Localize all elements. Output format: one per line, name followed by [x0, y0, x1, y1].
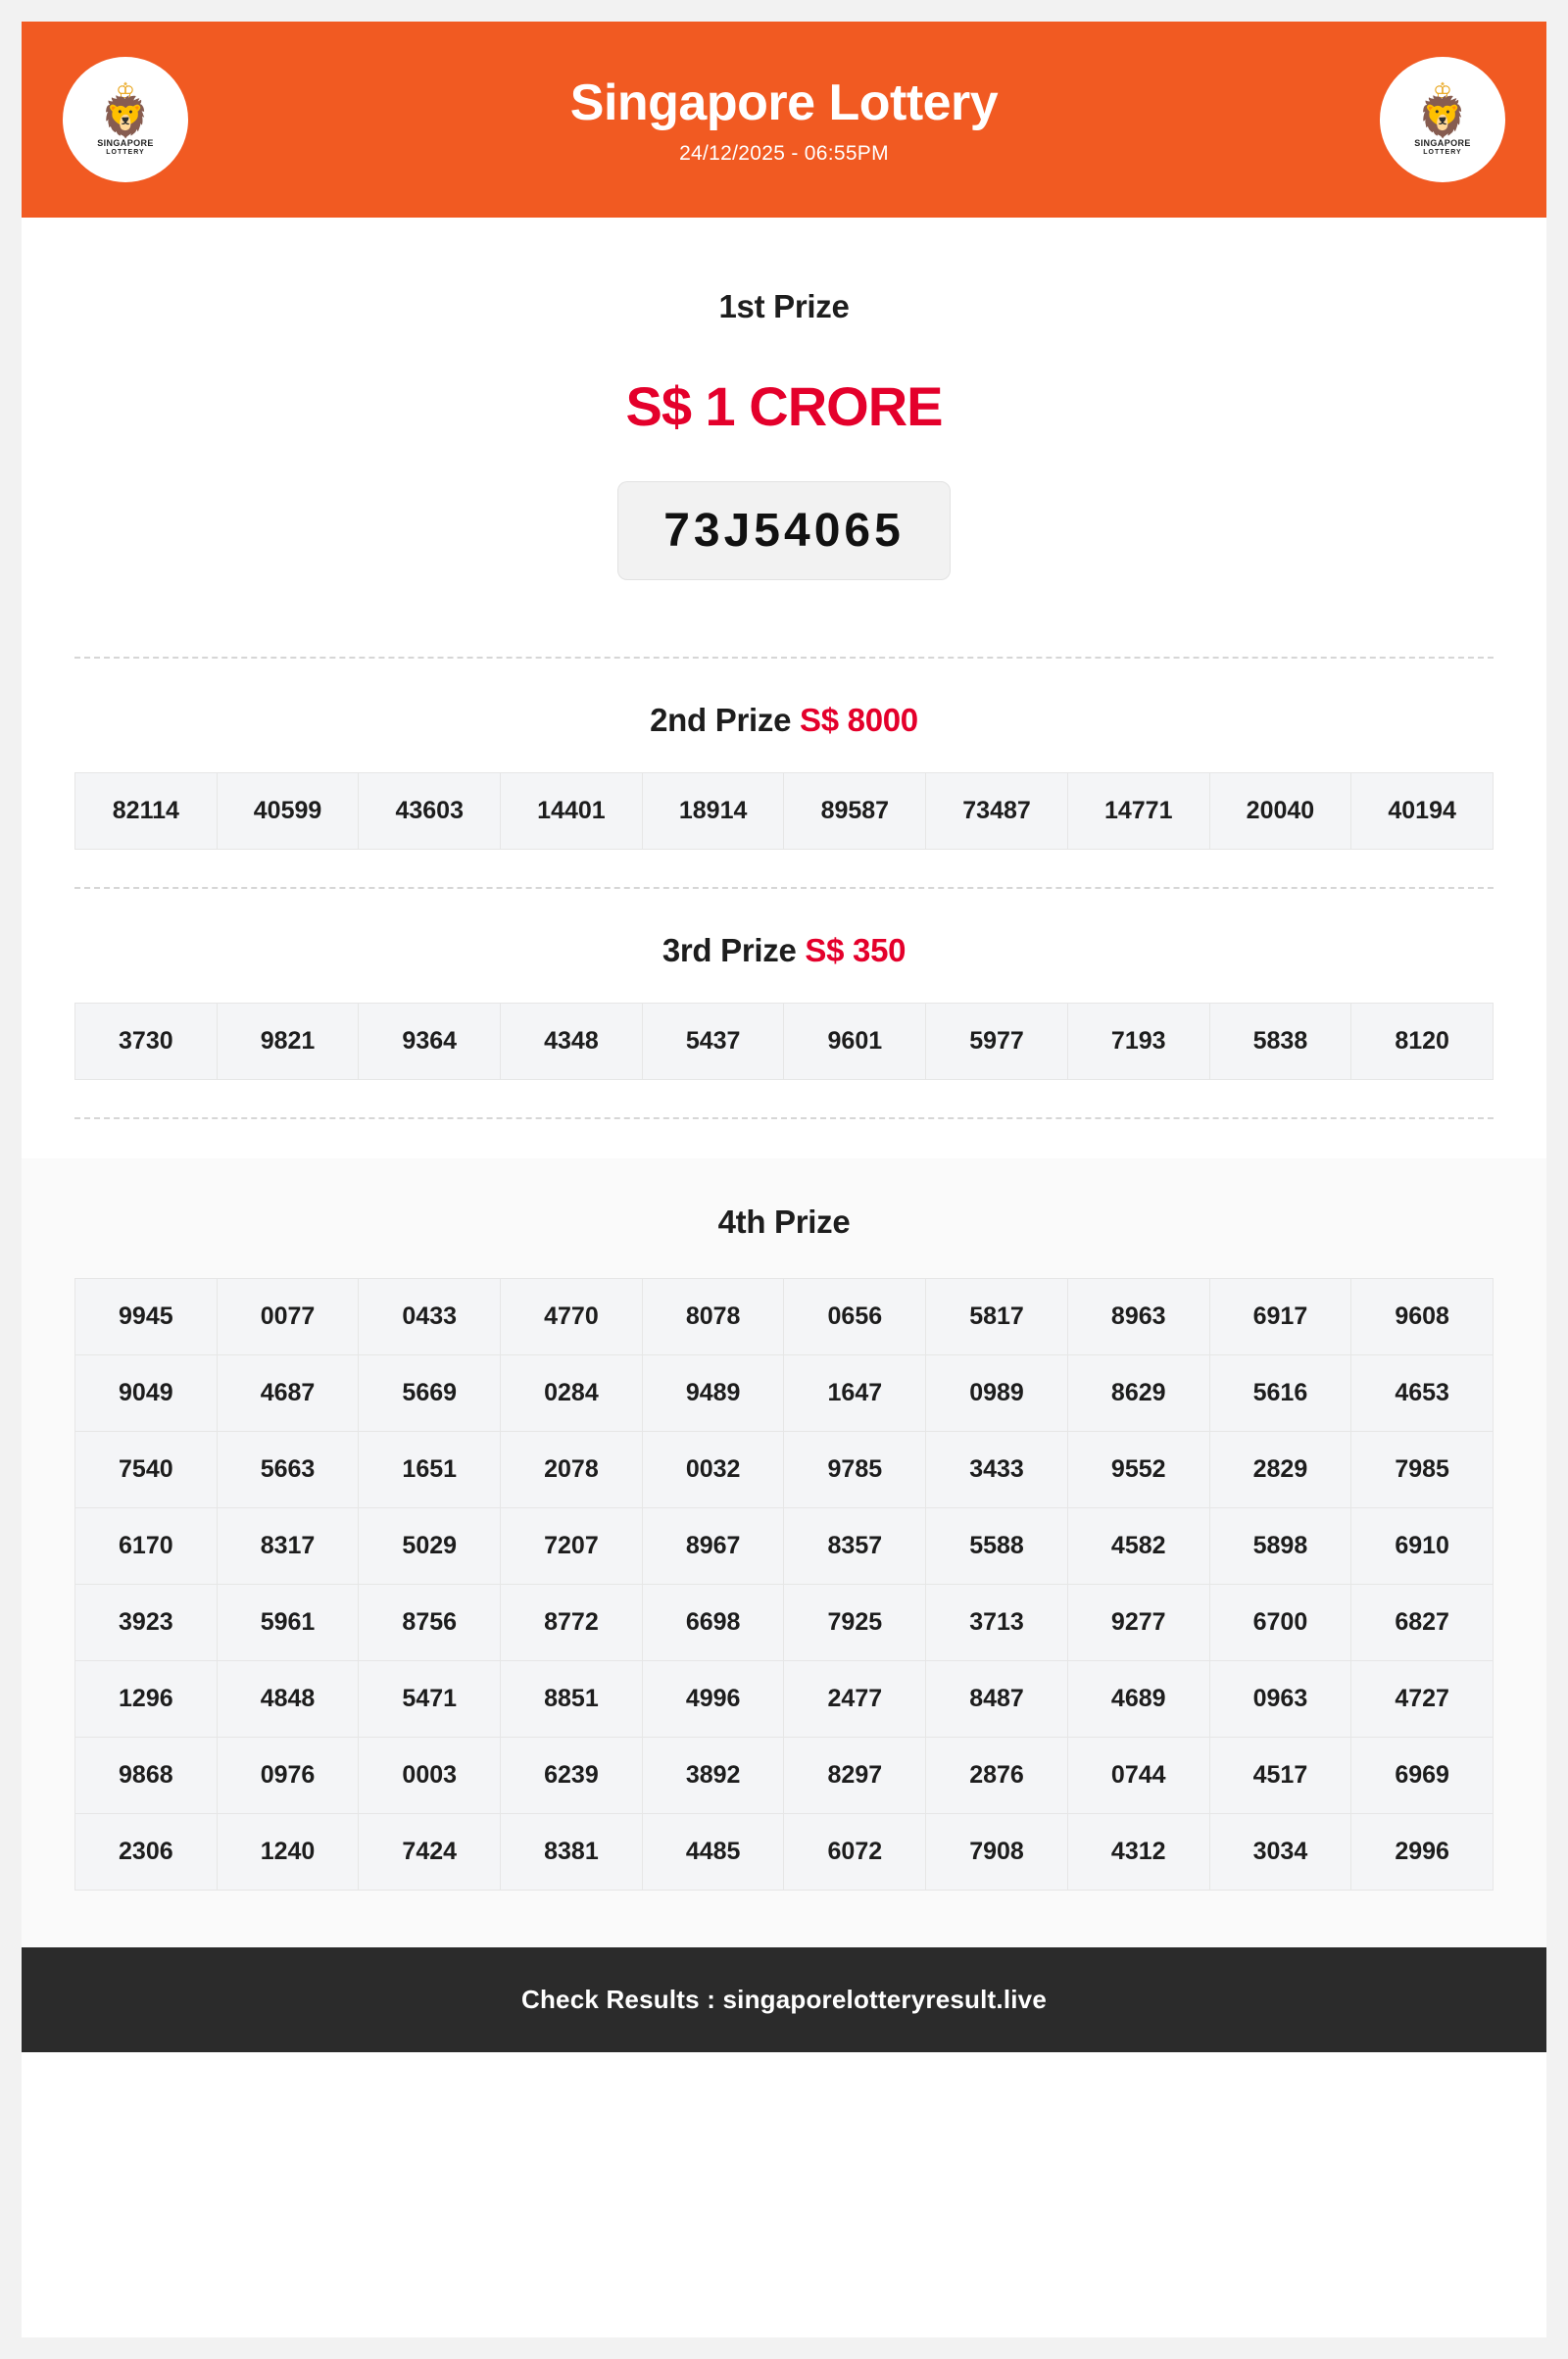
fourth-prize-title: 4th Prize: [717, 1204, 851, 1240]
fourth-prize-number: 7207: [501, 1508, 643, 1585]
fourth-prize-number: 9277: [1068, 1585, 1210, 1661]
fourth-prize-number: 9785: [784, 1432, 926, 1508]
fourth-prize-number: 4848: [218, 1661, 360, 1738]
fourth-prize-number: 8967: [643, 1508, 785, 1585]
result-body: [22, 218, 1546, 1947]
third-prize-title: [74, 932, 1494, 969]
fourth-prize-number: 4727: [1351, 1661, 1494, 1738]
lion-logo-right-icon: [1380, 57, 1505, 182]
third-prize-number: 9364: [359, 1004, 501, 1080]
fourth-prize-number: 7540: [75, 1432, 218, 1508]
fourth-prize-number: 5669: [359, 1355, 501, 1432]
fourth-prize-number: 5471: [359, 1661, 501, 1738]
third-prize-number: 9821: [218, 1004, 360, 1080]
lion-head-icon: 🦁: [101, 95, 150, 139]
fourth-prize-number: 4770: [501, 1279, 643, 1355]
second-prize-title: [74, 702, 1494, 739]
page-title: Singapore Lottery: [569, 74, 999, 131]
fourth-prize-number: 9608: [1351, 1279, 1494, 1355]
fourth-prize-number: 2829: [1210, 1432, 1352, 1508]
fourth-prize-number: 9552: [1068, 1432, 1210, 1508]
lion-head-icon: 🦁: [1418, 95, 1467, 139]
fourth-prize-number: 0976: [218, 1738, 360, 1814]
fourth-prize-number: 3892: [643, 1738, 785, 1814]
fourth-prize-number: 0989: [926, 1355, 1068, 1432]
fourth-prize-number: 6072: [784, 1814, 926, 1891]
section-first-prize: [22, 218, 1546, 619]
footer-label: Check Results :: [520, 1985, 723, 2014]
logo-right-text: [1414, 138, 1471, 158]
fourth-prize-number: 4582: [1068, 1508, 1210, 1585]
section-third-prize: [22, 889, 1546, 1080]
fourth-prize-number: 7925: [784, 1585, 926, 1661]
first-prize-number-wrap: [74, 481, 1494, 580]
fourth-prize-number: 8629: [1068, 1355, 1210, 1432]
fourth-prize-number: 6827: [1351, 1585, 1494, 1661]
third-prize-number: 5838: [1210, 1004, 1352, 1080]
fourth-prize-number: 2306: [75, 1814, 218, 1891]
fourth-prize-number: 6170: [75, 1508, 218, 1585]
fourth-prize-number: 7985: [1351, 1432, 1494, 1508]
fourth-prize-grid: [74, 1278, 1494, 1891]
second-prize-number: 14771: [1068, 773, 1210, 850]
section-second-prize: [22, 659, 1546, 850]
fourth-prize-number: 3034: [1210, 1814, 1352, 1891]
fourth-prize-number: 5898: [1210, 1508, 1352, 1585]
fourth-prize-number: 4312: [1068, 1814, 1210, 1891]
second-prize-number: 73487: [926, 773, 1068, 850]
fourth-prize-number: 8851: [501, 1661, 643, 1738]
fourth-prize-number: 4653: [1351, 1355, 1494, 1432]
third-prize-amount: S$ 350: [805, 932, 906, 968]
result-sheet: [22, 22, 1546, 2337]
fourth-prize-number: 6917: [1210, 1279, 1352, 1355]
second-prize-number: 18914: [643, 773, 785, 850]
third-prize-number: 5977: [926, 1004, 1068, 1080]
divider: [74, 1117, 1494, 1119]
second-prize-number: 20040: [1210, 773, 1352, 850]
second-prize-label: 2nd Prize: [650, 702, 801, 738]
page-footer: [22, 1947, 1546, 2052]
fourth-prize-number: 6910: [1351, 1508, 1494, 1585]
fourth-prize-number: 5616: [1210, 1355, 1352, 1432]
second-prize-number: 14401: [501, 773, 643, 850]
third-prize-number: 9601: [784, 1004, 926, 1080]
fourth-prize-number: 4689: [1068, 1661, 1210, 1738]
fourth-prize-number: 1647: [784, 1355, 926, 1432]
fourth-prize-number: 5588: [926, 1508, 1068, 1585]
draw-datetime: 24/12/2025 - 06:55PM: [679, 142, 889, 165]
fourth-prize-number: 0433: [359, 1279, 501, 1355]
fourth-prize-number: 6698: [643, 1585, 785, 1661]
logo-left-line1: SINGAPORE: [97, 137, 154, 148]
crown-icon: ♔: [116, 77, 135, 103]
fourth-prize-number: 8756: [359, 1585, 501, 1661]
fourth-prize-number: 0744: [1068, 1738, 1210, 1814]
fourth-prize-number: 2876: [926, 1738, 1068, 1814]
fourth-prize-number: 8357: [784, 1508, 926, 1585]
second-prize-number: 82114: [75, 773, 218, 850]
fourth-prize-number: 6239: [501, 1738, 643, 1814]
first-prize-title: 1st Prize: [718, 288, 850, 324]
third-prize-grid: [74, 1003, 1494, 1080]
second-prize-number: 43603: [359, 773, 501, 850]
lion-logo-left-icon: [63, 57, 188, 182]
fourth-prize-number: 7908: [926, 1814, 1068, 1891]
fourth-prize-number: 2996: [1351, 1814, 1494, 1891]
fourth-prize-number: 1240: [218, 1814, 360, 1891]
header-center: [188, 74, 1380, 166]
fourth-prize-number: 5663: [218, 1432, 360, 1508]
fourth-prize-number: 2078: [501, 1432, 643, 1508]
page-header: [22, 22, 1546, 218]
fourth-prize-number: 5817: [926, 1279, 1068, 1355]
fourth-prize-number: 0284: [501, 1355, 643, 1432]
third-prize-label: 3rd Prize: [662, 932, 806, 968]
fourth-prize-number: 8963: [1068, 1279, 1210, 1355]
fourth-prize-number: 0032: [643, 1432, 785, 1508]
second-prize-grid: [74, 772, 1494, 850]
fourth-prize-number: 3713: [926, 1585, 1068, 1661]
logo-left-text: [97, 138, 154, 158]
fourth-prize-number: 9049: [75, 1355, 218, 1432]
fourth-prize-number: 7424: [359, 1814, 501, 1891]
logo-right-line1: SINGAPORE: [1414, 137, 1471, 148]
first-prize-number: 73J54065: [617, 481, 951, 580]
third-prize-number: 4348: [501, 1004, 643, 1080]
fourth-prize-number: 9868: [75, 1738, 218, 1814]
fourth-prize-number: 3923: [75, 1585, 218, 1661]
fourth-prize-number: 0963: [1210, 1661, 1352, 1738]
fourth-prize-number: 2477: [784, 1661, 926, 1738]
fourth-prize-number: 3433: [926, 1432, 1068, 1508]
fourth-prize-number: 9945: [75, 1279, 218, 1355]
logo-right-line2: LOTTERY: [1423, 148, 1462, 156]
fourth-prize-number: 6969: [1351, 1738, 1494, 1814]
fourth-prize-number: 4996: [643, 1661, 785, 1738]
footer-url[interactable]: singaporelotteryresult.live: [722, 1985, 1047, 2014]
fourth-prize-number: 0003: [359, 1738, 501, 1814]
fourth-prize-number: 5961: [218, 1585, 360, 1661]
section-fourth-prize: [22, 1158, 1546, 1947]
fourth-prize-number: 8381: [501, 1814, 643, 1891]
third-prize-number: 8120: [1351, 1004, 1494, 1080]
fourth-prize-number: 1296: [75, 1661, 218, 1738]
fourth-prize-number: 4687: [218, 1355, 360, 1432]
fourth-prize-number: 1651: [359, 1432, 501, 1508]
fourth-prize-number: 8772: [501, 1585, 643, 1661]
logo-left-line2: LOTTERY: [106, 148, 145, 156]
fourth-prize-number: 5029: [359, 1508, 501, 1585]
fourth-prize-number: 6700: [1210, 1585, 1352, 1661]
fourth-prize-number: 8078: [643, 1279, 785, 1355]
fourth-prize-number: 8297: [784, 1738, 926, 1814]
second-prize-number: 40599: [218, 773, 360, 850]
fourth-prize-number: 0077: [218, 1279, 360, 1355]
third-prize-number: 5437: [643, 1004, 785, 1080]
fourth-prize-number: 4485: [643, 1814, 785, 1891]
fourth-prize-number: 4517: [1210, 1738, 1352, 1814]
second-prize-number: 40194: [1351, 773, 1494, 850]
second-prize-number: 89587: [784, 773, 926, 850]
fourth-prize-number: 8317: [218, 1508, 360, 1585]
third-prize-number: 7193: [1068, 1004, 1210, 1080]
fourth-prize-number: 8487: [926, 1661, 1068, 1738]
second-prize-amount: S$ 8000: [800, 702, 918, 738]
crown-icon: ♔: [1433, 77, 1452, 103]
third-prize-number: 3730: [75, 1004, 218, 1080]
fourth-prize-number: 0656: [784, 1279, 926, 1355]
fourth-prize-number: 9489: [643, 1355, 785, 1432]
first-prize-amount: S$ 1 CRORE: [625, 375, 943, 437]
